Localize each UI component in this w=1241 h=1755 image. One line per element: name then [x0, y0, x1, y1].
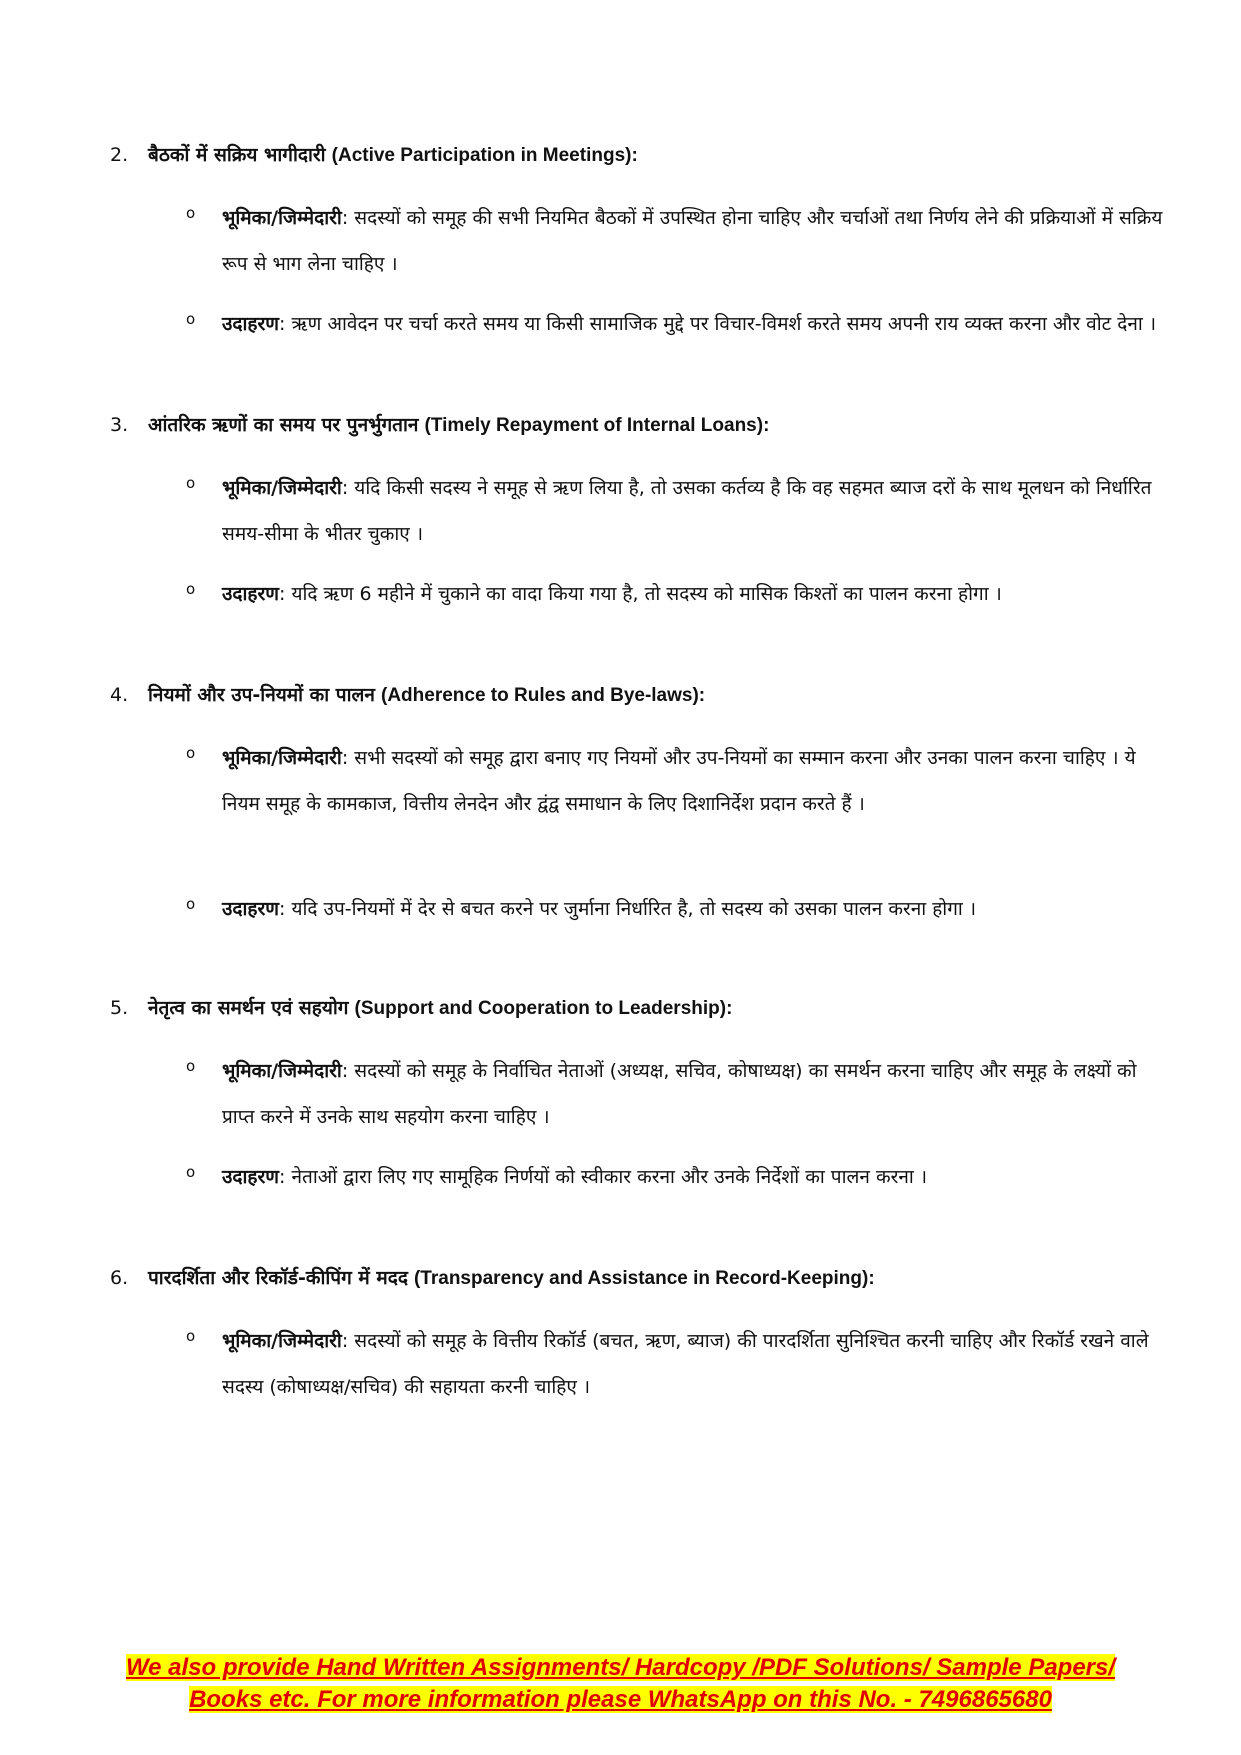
- bullet-label: भूमिका/जिम्मेदारी: [222, 207, 342, 229]
- bullet-body: : यदि ऋण 6 महीने में चुकाने का वादा किया गया है, तो सदस्य को मासिक किश्तों का पालन करना होगा ।: [279, 583, 1002, 605]
- section-heading: [110, 1264, 1170, 1293]
- bullet-label: उदाहरण: [222, 898, 280, 920]
- bullet-text: [222, 1318, 1172, 1410]
- section-2: [110, 141, 1170, 335]
- promo-line-2: Books etc. For more information please WhatsApp on this No. - 7496865680: [189, 1686, 1052, 1713]
- bullet-icon: o: [186, 474, 196, 492]
- promo-line-1: We also provide Hand Written Assignments/ Hardcopy /PDF Solutions/ Sample Papers/: [125, 1654, 1116, 1681]
- section-title-english: (Adherence to Rules and Bye-laws):: [381, 685, 706, 706]
- bullet-text: [222, 571, 1172, 617]
- bullet-body: : यदि उप-नियमों में देर से बचत करने पर जुर्माना निर्धारित है, तो सदस्य को उसका पालन करना होगा ।: [279, 898, 977, 920]
- section-heading: [110, 141, 1170, 170]
- section-heading: [110, 994, 1170, 1023]
- bullet-body: : सदस्यों को समूह के निर्वाचित नेताओं (अध्यक्ष, सचिव, कोषाध्यक्ष) का समर्थन करना चाहिए और समूह के लक्ष्यों को प्राप्त करने में उनके साथ सहयोग करना चाहिए ।: [222, 1060, 1137, 1128]
- section-title-hindi: नियमों और उप-नियमों का पालन: [148, 684, 375, 706]
- bullet-body: : सदस्यों को समूह की सभी नियमित बैठकों में उपस्थित होना चाहिए और चर्चाओं तथा निर्णय लेने की प्रक्रियाओं में सक्रिय रूप से भाग लेना चाहिए ।: [222, 207, 1163, 275]
- bullet-label: भूमिका/जिम्मेदारी: [222, 1330, 342, 1352]
- section-number: 3.: [110, 414, 129, 436]
- section-number: 4.: [110, 684, 129, 706]
- bullet-label: उदाहरण: [222, 313, 280, 335]
- bullet-text: [222, 1048, 1172, 1140]
- section-title-english: (Timely Repayment of Internal Loans):: [424, 415, 770, 436]
- bullet-label: उदाहरण: [222, 1166, 280, 1188]
- section-title-english: (Transparency and Assistance in Record-Keeping):: [413, 1268, 875, 1289]
- section-6: [110, 1264, 1170, 1398]
- bullet-body: : यदि किसी सदस्य ने समूह से ऋण लिया है, तो उसका कर्तव्य है कि वह सहमत ब्याज दरों के साथ मूलधन को निर्धारित समय-सीमा के भीतर चुकाए ।: [222, 477, 1152, 545]
- section-heading: [110, 411, 1170, 440]
- bullet-icon: o: [186, 1057, 196, 1075]
- bullet-body: : सदस्यों को समूह के वित्तीय रिकॉर्ड (बचत, ऋण, ब्याज) की पारदर्शिता सुनिश्चित करनी चाहिए और रिकॉर्ड रखने वाले सदस्य (कोषाध्यक्ष/सचिव) की सहायता करनी चाहिए ।: [222, 1330, 1149, 1398]
- section-number: 6.: [110, 1267, 129, 1289]
- section-5: [110, 994, 1170, 1188]
- bullet-body: : सभी सदस्यों को समूह द्वारा बनाए गए नियमों और उप-नियमों का सम्मान करना और उनका पालन करना चाहिए । ये नियम समूह के कामकाज, वित्तीय लेनदेन और द्वंद्व समाधान के लिए दिशानिर्देश प्रदान करते हैं ।: [222, 747, 1136, 815]
- bullet-text: [222, 465, 1172, 557]
- bullet-icon: o: [186, 310, 196, 328]
- bullet-icon: o: [186, 580, 196, 598]
- bullet-body: : नेताओं द्वारा लिए गए सामूहिक निर्णयों को स्वीकार करना और उनके निर्देशों का पालन करना ।: [279, 1166, 928, 1188]
- section-number: 2.: [110, 144, 129, 166]
- section-title-hindi: आंतरिक ऋणों का समय पर पुनर्भुगतान: [148, 414, 419, 436]
- section-title-hindi: पारदर्शिता और रिकॉर्ड-कीपिंग में मदद: [148, 1267, 408, 1289]
- bullet-text: [222, 1154, 1172, 1200]
- bullet-label: भूमिका/जिम्मेदारी: [222, 1060, 342, 1082]
- section-3: [110, 411, 1170, 605]
- section-title-hindi: नेतृत्व का समर्थन एवं सहयोग: [148, 997, 349, 1019]
- bullet-icon: o: [186, 895, 196, 913]
- promo-footer: [60, 1652, 1181, 1716]
- section-title-english: (Active Participation in Meetings):: [331, 145, 638, 166]
- bullet-label: भूमिका/जिम्मेदारी: [222, 747, 342, 769]
- bullet-icon: o: [186, 1163, 196, 1181]
- bullet-text: [222, 195, 1172, 287]
- bullet-text: [222, 735, 1172, 827]
- bullet-label: उदाहरण: [222, 583, 280, 605]
- bullet-text: [222, 301, 1172, 347]
- bullet-label: भूमिका/जिम्मेदारी: [222, 477, 342, 499]
- section-title-hindi: बैठकों में सक्रिय भागीदारी: [148, 144, 326, 166]
- bullet-text: [222, 886, 1172, 932]
- section-4: [110, 681, 1170, 920]
- bullet-icon: o: [186, 744, 196, 762]
- section-title-english: (Support and Cooperation to Leadership):: [354, 998, 733, 1019]
- section-number: 5.: [110, 997, 129, 1019]
- section-heading: [110, 681, 1170, 710]
- bullet-body: : ऋण आवेदन पर चर्चा करते समय या किसी सामाजिक मुद्दे पर विचार-विमर्श करते समय अपनी राय व्यक्त करना और वोट देना ।: [279, 313, 1157, 335]
- bullet-icon: o: [186, 1327, 196, 1345]
- bullet-icon: o: [186, 204, 196, 222]
